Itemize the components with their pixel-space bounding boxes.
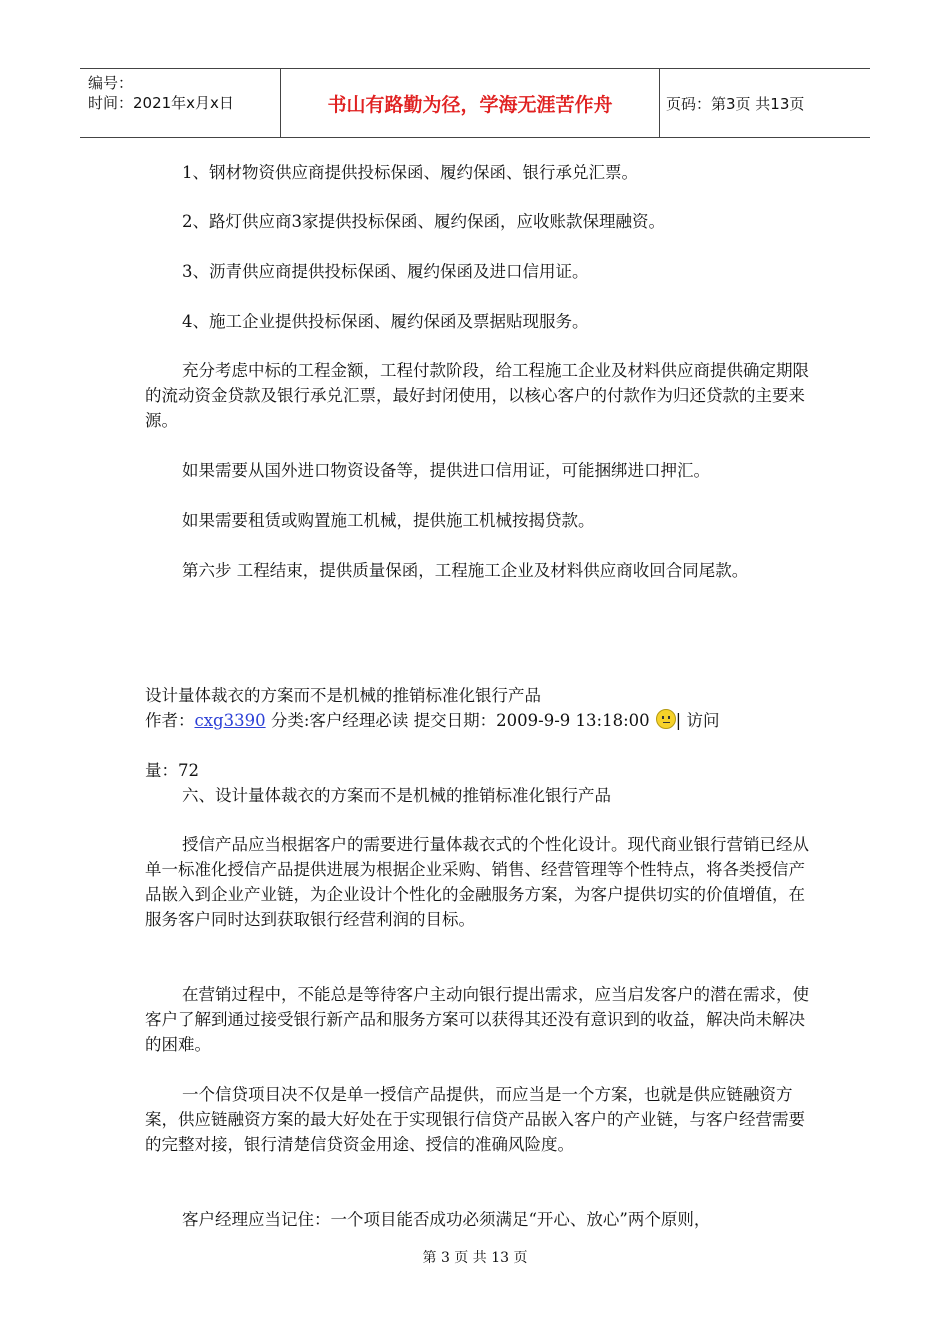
paragraph-funding: 充分考虑中标的工程金额，工程付款阶段，给工程施工企业及材料供应商提供确定期限的流动资金贷款及银行承兑汇票，最好封闭使用，以核心客户的付款作为归还贷款的主要来源。 <box>145 361 809 430</box>
article-meta <box>145 708 811 734</box>
list-item-3: 3、沥青供应商提供投标保函、履约保函及进口信用证。 <box>182 262 589 281</box>
page-header <box>80 68 870 138</box>
smiley-icon <box>656 709 676 729</box>
article-meta-text: 分类:客户经理必读 提交日期：2009-9-9 13:18:00 <box>265 711 650 730</box>
list-item-2: 2、路灯供应商3家提供投标保函、履约保函，应收账款保理融资。 <box>182 212 665 231</box>
header-page-label: 页码：第3页 共13页 <box>666 94 805 113</box>
author-label: 作者： <box>145 711 195 730</box>
paragraph-import: 如果需要从国外进口物资设备等，提供进口信用证，可能捆绑进口押汇。 <box>182 461 710 480</box>
section-heading: 六、设计量体裁衣的方案而不是机械的推销标准化银行产品 <box>182 786 611 805</box>
paragraph-principles: 客户经理应当记住：一个项目能否成功必须满足“开心、放心”两个原则， <box>182 1210 711 1229</box>
paragraph-step-six: 第六步 工程结束，提供质量保函，工程施工企业及材料供应商收回合同尾款。 <box>182 561 749 580</box>
article-title: 设计量体裁衣的方案而不是机械的推销标准化银行产品 <box>145 686 541 705</box>
paragraph-supply-chain: 一个信贷项目决不仅是单一授信产品提供，而应当是一个方案，也就是供应链融资方案，供应链融资方案的最大好处在于实现银行信贷产品嵌入客户的产业链，与客户经营需要的完整对接，银行清楚信贷资金用途、授信的准确风险度。 <box>145 1085 805 1154</box>
paragraph-tailored: 授信产品应当根据客户的需要进行量体裁衣式的个性化设计。现代商业银行营销已经从单一标准化授信产品提供进展为根据企业采购、销售、经营管理等个性特点，将各类授信产品嵌入到企业产业链，为企业设计个性化的金融服务方案，为客户提供切实的价值增值，在服务客户同时达到获取银行经营利润的目标。 <box>145 835 809 929</box>
author-link[interactable]: cxg3390 <box>194 711 266 730</box>
number-label: 编号： <box>88 74 134 92</box>
time-label: 时间：2021年x月x日 <box>88 94 234 112</box>
list-item-1: 1、钢材物资供应商提供投标保函、履约保函、银行承兑汇票。 <box>182 163 638 182</box>
visit-count: 量：72 <box>145 761 199 780</box>
page-footer: 第 3 页 共 13 页 <box>422 1250 528 1266</box>
paragraph-machinery: 如果需要租赁或购置施工机械，提供施工机械按揭贷款。 <box>182 511 595 530</box>
header-motto: 书山有路勤为径，学海无涯苦作舟 <box>281 69 660 137</box>
header-info <box>80 69 281 137</box>
list-item-4: 4、施工企业提供投标保函、履约保函及票据贴现服务。 <box>182 312 589 331</box>
visits-prefix: | 访问 <box>675 711 720 730</box>
paragraph-marketing: 在营销过程中，不能总是等待客户主动向银行提出需求，应当启发客户的潜在需求，使客户了解到通过接受银行新产品和服务方案可以获得其还没有意识到的收益，解决尚未解决的困难。 <box>145 985 809 1054</box>
